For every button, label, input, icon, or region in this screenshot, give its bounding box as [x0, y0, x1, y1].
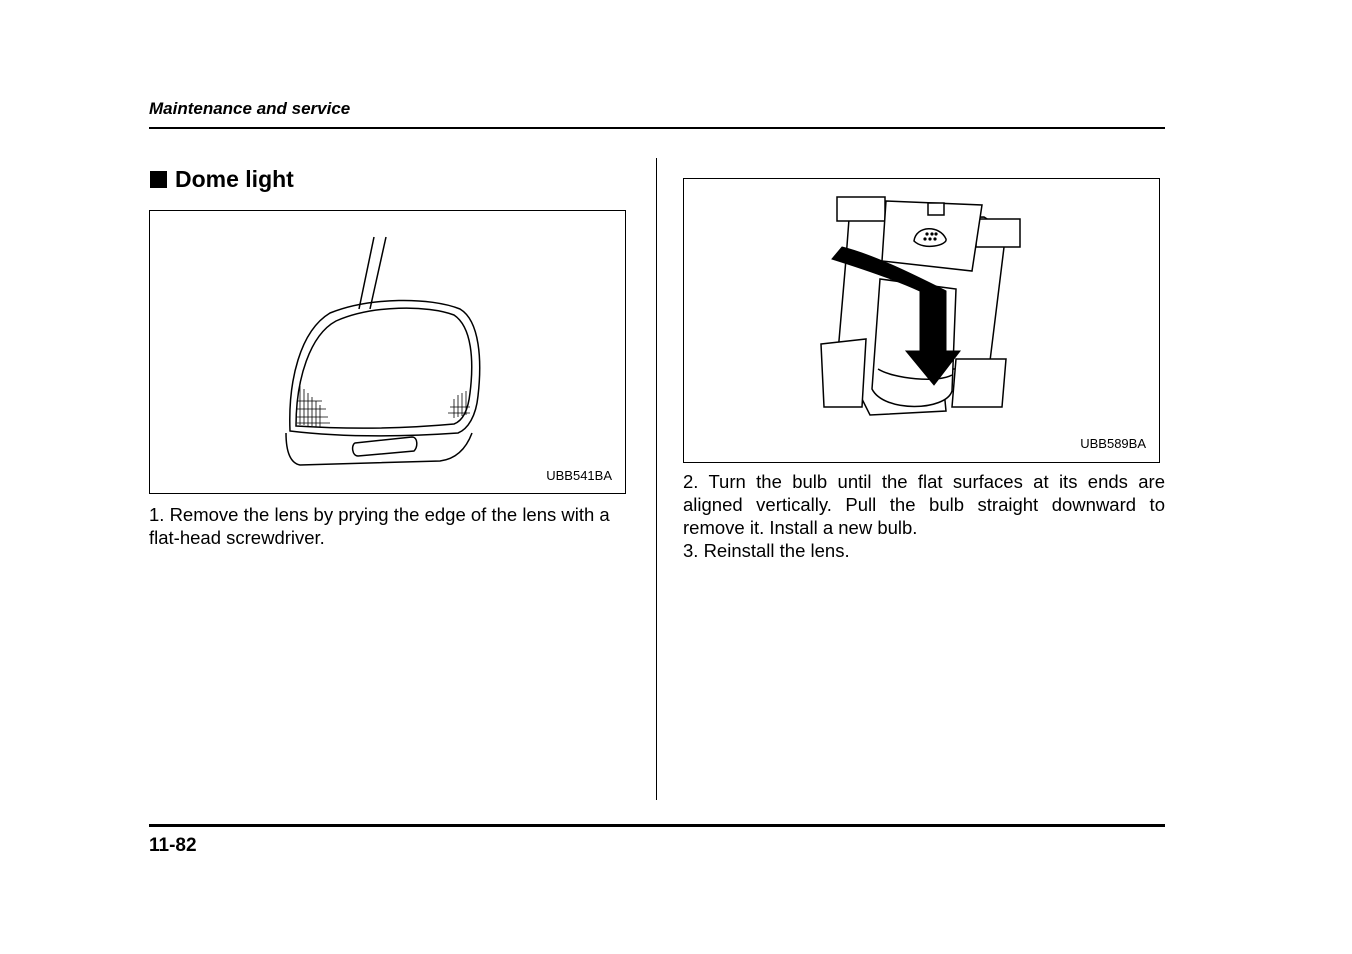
- figure-lens-removal: [149, 210, 626, 494]
- section-title-text: Dome light: [175, 166, 294, 192]
- page-number: 11-82: [149, 835, 197, 856]
- figure-code: UBB589BA: [1080, 436, 1146, 451]
- figure-bulb-removal: [683, 178, 1160, 463]
- section-title: [150, 166, 294, 193]
- running-header: Maintenance and service: [149, 99, 351, 118]
- column-divider: [656, 158, 657, 800]
- header-rule: [149, 127, 1165, 129]
- step-1-text: 1. Remove the lens by prying the edge of the lens with a flat-head screwdriver.: [149, 504, 610, 548]
- step-2-text: 2. Turn the bulb until the flat surfaces at its ends are aligned vertically. Pull the bulb straight downward to remove it. Install a new bulb.: [683, 471, 1165, 538]
- footer-rule: [149, 824, 1165, 827]
- bulb-removal-illustration: [684, 179, 1161, 464]
- step-3-text: 3. Reinstall the lens.: [683, 540, 850, 561]
- black-square-icon: [150, 171, 167, 188]
- figure-code: UBB541BA: [546, 468, 612, 483]
- lens-removal-illustration: [150, 211, 627, 495]
